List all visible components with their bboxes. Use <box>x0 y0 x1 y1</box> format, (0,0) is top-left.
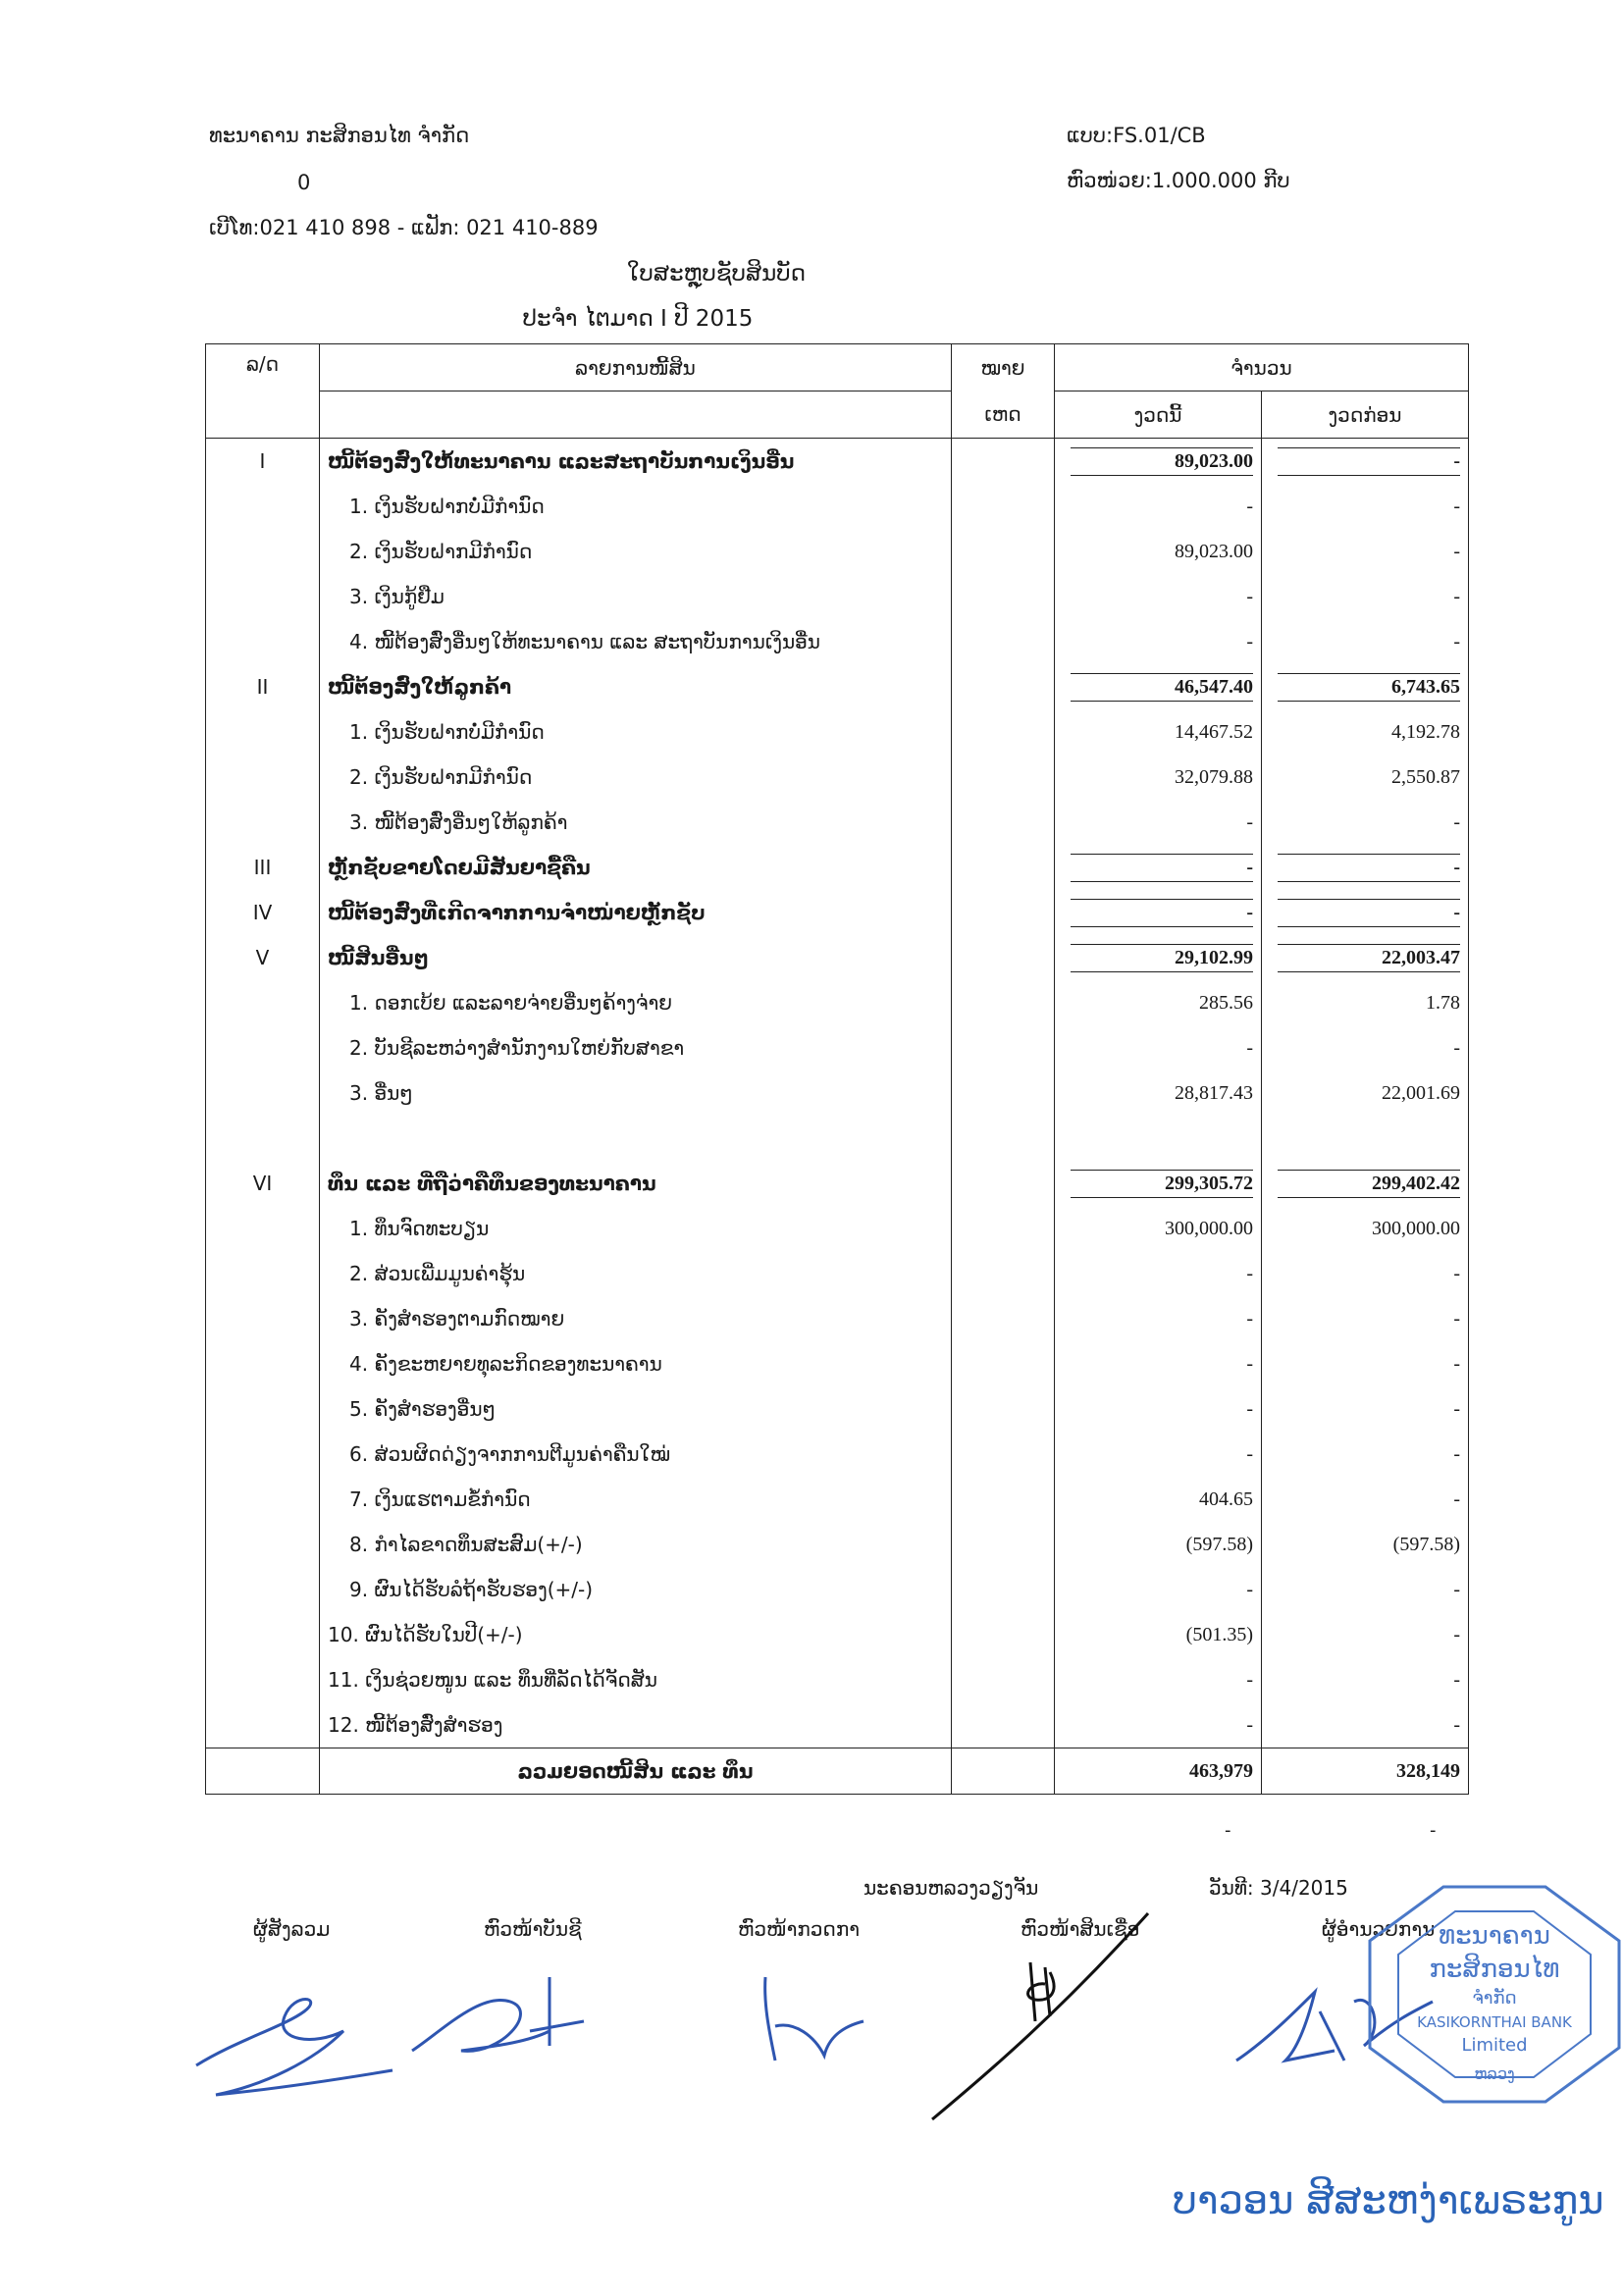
row-description: ທຶນ ແລະ ທີ່ຖືວ່າຄືທຶນຂອງທະນາຄານ <box>320 1161 952 1206</box>
row-previous-amount-value: - <box>1278 447 1460 476</box>
row-note <box>952 845 1055 890</box>
bank-name: ທະນາຄານ ກະສິກອນໄທ ຈຳກັດ <box>209 124 470 147</box>
row-previous-amount: 4,192.78 <box>1262 709 1469 755</box>
row-current-amount: - <box>1055 1025 1262 1070</box>
row-current-amount: 89,023.00 <box>1055 529 1262 574</box>
row-note <box>952 1341 1055 1386</box>
row-number: II <box>206 664 320 709</box>
row-previous-amount: - <box>1262 1025 1469 1070</box>
below-total-previous: - <box>1430 1820 1437 1841</box>
row-note <box>952 1432 1055 1477</box>
table-row <box>206 529 1469 574</box>
row-number <box>206 1702 320 1748</box>
row-number: IV <box>206 890 320 935</box>
header-zero: 0 <box>297 171 311 194</box>
row-previous-amount-value: - <box>1278 854 1460 882</box>
row-number: I <box>206 439 320 485</box>
row-description: 9. ຜົນໄດ້ຮັບລໍຖ້າຮັບຮອງ(+/-) <box>320 1567 952 1612</box>
row-number <box>206 1251 320 1296</box>
row-current-amount-value: 46,547.40 <box>1071 673 1253 702</box>
row-note <box>952 800 1055 845</box>
row-note <box>952 1702 1055 1748</box>
table-row <box>206 1702 1469 1748</box>
row-description: 8. ກຳໄລຂາດທຶນສະສົມ(+/-) <box>320 1522 952 1567</box>
row-previous-amount: - <box>1262 1477 1469 1522</box>
row-description: ໜີ້ຕ້ອງສົ່ງທີ່ເກີດຈາກການຈຳໜ່າຍຫຼັກຊັບ <box>320 890 952 935</box>
row-number <box>206 484 320 529</box>
row-previous-amount <box>1262 935 1469 980</box>
table-row <box>206 619 1469 664</box>
row-note <box>952 439 1055 485</box>
row-note <box>952 755 1055 800</box>
row-current-amount: - <box>1055 1251 1262 1296</box>
row-note <box>952 935 1055 980</box>
signature-chief-accountant <box>402 1972 628 2080</box>
row-number <box>206 1567 320 1612</box>
row-number: V <box>206 935 320 980</box>
row-number <box>206 619 320 664</box>
balance-sheet-table <box>205 343 1469 1795</box>
row-current-amount: - <box>1055 484 1262 529</box>
row-description: 2. ເງິນຮັບຝາກມີກຳນົດ <box>320 755 952 800</box>
bank-stamp <box>1367 1884 1622 2105</box>
row-current-amount: (597.58) <box>1055 1522 1262 1567</box>
section-row <box>206 890 1469 935</box>
row-number <box>206 1341 320 1386</box>
total-row <box>206 1748 1469 1795</box>
document-title: ໃບສະຫຼຸບຊັບສິນບັດ <box>626 261 807 287</box>
row-current-amount: - <box>1055 1386 1262 1432</box>
row-previous-amount: 2,550.87 <box>1262 755 1469 800</box>
signer-chief-accountant-label: ຫົວໜ້າບັນຊີ <box>484 1917 582 1941</box>
row-current-amount: - <box>1055 1657 1262 1702</box>
signature-compiler <box>177 1972 432 2110</box>
row-current-amount: 32,079.88 <box>1055 755 1262 800</box>
stamp-line3: ຈຳກັດ <box>1472 1988 1517 2009</box>
row-description: 11. ເງິນຊ່ວຍໜູນ ແລະ ທຶນທີ່ລັດໄດ້ຈັດສັນ <box>320 1657 952 1702</box>
table-row <box>206 1296 1469 1341</box>
total-note <box>952 1748 1055 1795</box>
row-previous-amount <box>1262 439 1469 485</box>
row-current-amount: 285.56 <box>1055 980 1262 1025</box>
row-number <box>206 1116 320 1161</box>
row-description: 10. ຜົນໄດ້ຮັບໃນປີ(+/-) <box>320 1612 952 1657</box>
table-row <box>206 709 1469 755</box>
unit-label: ຫົວໜ່ວຍ:1.000.000 ກີບ <box>1067 169 1290 192</box>
row-previous-amount: - <box>1262 619 1469 664</box>
table-row <box>206 1522 1469 1567</box>
col-header-description-blank <box>320 391 952 439</box>
total-label: ລວມຍອດໜີ້ສິນ ແລະ ທຶນ <box>320 1748 952 1795</box>
row-current-amount <box>1055 664 1262 709</box>
section-row <box>206 1161 1469 1206</box>
row-current-amount: - <box>1055 800 1262 845</box>
row-number <box>206 1070 320 1116</box>
row-previous-amount: - <box>1262 1386 1469 1432</box>
row-previous-amount-value: 22,003.47 <box>1278 944 1460 972</box>
row-previous-amount: - <box>1262 1251 1469 1296</box>
row-number <box>206 1657 320 1702</box>
row-description: 2. ເງິນຮັບຝາກມີກຳນົດ <box>320 529 952 574</box>
row-description: 4. ຄັງຂະຫຍາຍທຸລະກິດຂອງທະນາຄານ <box>320 1341 952 1386</box>
row-note <box>952 484 1055 529</box>
row-note <box>952 574 1055 619</box>
row-previous-amount <box>1262 1161 1469 1206</box>
section-row <box>206 935 1469 980</box>
row-description: 3. ໜີ້ຕ້ອງສົ່ງອື່ນໆໃຫ້ລູກຄ້າ <box>320 800 952 845</box>
signer-chief-auditor-label: ຫົວໜ້າກວດກາ <box>738 1917 861 1941</box>
table-row <box>206 1206 1469 1251</box>
row-previous-amount-value: 299,402.42 <box>1278 1170 1460 1198</box>
row-current-amount: 28,817.43 <box>1055 1070 1262 1116</box>
row-note <box>952 1116 1055 1161</box>
total-previous: 328,149 <box>1262 1748 1469 1795</box>
row-number <box>206 1206 320 1251</box>
table-row <box>206 484 1469 529</box>
row-current-amount: - <box>1055 619 1262 664</box>
row-note <box>952 980 1055 1025</box>
row-previous-amount: 22,001.69 <box>1262 1070 1469 1116</box>
row-description: 2. ສ່ວນເພີ່ມມູນຄ່າຮຸ້ນ <box>320 1251 952 1296</box>
row-previous-amount <box>1262 1116 1469 1161</box>
row-number: III <box>206 845 320 890</box>
table-row <box>206 1477 1469 1522</box>
row-description: ຫຼັກຊັບຂາຍໂດຍມີສັນຍາຊື້ຄືນ <box>320 845 952 890</box>
row-previous-amount: - <box>1262 574 1469 619</box>
document-period: ປະຈຳ ໄຕມາດ I ປີ 2015 <box>522 306 754 332</box>
row-note <box>952 1386 1055 1432</box>
table-row <box>206 980 1469 1025</box>
row-number <box>206 755 320 800</box>
row-current-amount <box>1055 439 1262 485</box>
section-row <box>206 664 1469 709</box>
row-number <box>206 1522 320 1567</box>
row-note <box>952 1161 1055 1206</box>
row-description: 3. ຄັງສຳຮອງຕາມກົດໝາຍ <box>320 1296 952 1341</box>
row-current-amount: (501.35) <box>1055 1612 1262 1657</box>
row-description: 12. ໜີ້ຕ້ອງສົ່ງສຳຮອງ <box>320 1702 952 1748</box>
row-current-amount: 300,000.00 <box>1055 1206 1262 1251</box>
col-header-previous: ງວດກ່ອນ <box>1262 391 1469 439</box>
section-row <box>206 439 1469 485</box>
table-row <box>206 755 1469 800</box>
row-description: 4. ໜີ້ຕ້ອງສົ່ງອື່ນໆໃຫ້ທະນາຄານ ແລະ ສະຖາບັນການເງິນອື່ນ <box>320 619 952 664</box>
row-number: VI <box>206 1161 320 1206</box>
table-row <box>206 1567 1469 1612</box>
stamp-line2: ກະສິກອນໄທ <box>1429 1955 1560 1984</box>
table-row <box>206 1341 1469 1386</box>
row-description: 1. ເງິນຮັບຝາກບໍ່ມີກຳນົດ <box>320 709 952 755</box>
row-previous-amount: (597.58) <box>1262 1522 1469 1567</box>
row-number <box>206 529 320 574</box>
signature-chief-credit <box>913 1894 1178 2139</box>
table-row <box>206 574 1469 619</box>
row-number <box>206 980 320 1025</box>
stamp-line4: KASIKORNTHAI BANK <box>1417 2013 1572 2031</box>
row-number <box>206 1432 320 1477</box>
row-current-amount-value: - <box>1071 854 1253 882</box>
form-code: ແບບ:FS.01/CB <box>1067 124 1206 147</box>
table-body <box>206 439 1469 1748</box>
row-current-amount-value: 299,305.72 <box>1071 1170 1253 1198</box>
row-number <box>206 1025 320 1070</box>
table-row <box>206 1025 1469 1070</box>
row-previous-amount: - <box>1262 1296 1469 1341</box>
row-note <box>952 709 1055 755</box>
stamp-line1: ທະນາຄານ <box>1439 1921 1550 1951</box>
row-note <box>952 1206 1055 1251</box>
row-note <box>952 1296 1055 1341</box>
row-description: 6. ສ່ວນຜິດດ່ຽງຈາກການຕີມູນຄ່າຄືນໃໝ່ <box>320 1432 952 1477</box>
row-note <box>952 1657 1055 1702</box>
row-previous-amount: - <box>1262 800 1469 845</box>
col-header-no: ລ/ດ <box>206 344 320 439</box>
row-description: 1. ທຶນຈົດທະບຽນ <box>320 1206 952 1251</box>
col-header-note-2: ເຫດ <box>952 391 1055 439</box>
total-current: 463,979 <box>1055 1748 1262 1795</box>
row-previous-amount: 300,000.00 <box>1262 1206 1469 1251</box>
row-previous-amount: - <box>1262 484 1469 529</box>
row-number <box>206 709 320 755</box>
row-description: 3. ເງິນກູ້ຢືມ <box>320 574 952 619</box>
row-description <box>320 1116 952 1161</box>
row-current-amount <box>1055 935 1262 980</box>
total-no <box>206 1748 320 1795</box>
table-row <box>206 1657 1469 1702</box>
row-current-amount <box>1055 1161 1262 1206</box>
row-number <box>206 1477 320 1522</box>
row-previous-amount: - <box>1262 1657 1469 1702</box>
row-note <box>952 619 1055 664</box>
row-current-amount <box>1055 890 1262 935</box>
row-previous-amount: 1.78 <box>1262 980 1469 1025</box>
row-number <box>206 800 320 845</box>
signer-director-label: ຜູ້ອຳນວຍການ <box>1322 1917 1436 1941</box>
signature-chief-auditor <box>756 1967 873 2075</box>
row-note <box>952 1522 1055 1567</box>
row-previous-amount-value: - <box>1278 899 1460 927</box>
table-row <box>206 1386 1469 1432</box>
below-total-current: - <box>1225 1820 1231 1841</box>
row-current-amount <box>1055 845 1262 890</box>
signer-compiler-label: ຜູ້ສັງລວມ <box>253 1917 331 1941</box>
row-description: 3. ອື່ນໆ <box>320 1070 952 1116</box>
row-note <box>952 1612 1055 1657</box>
row-note <box>952 890 1055 935</box>
row-current-amount: - <box>1055 1341 1262 1386</box>
spacer-row <box>206 1116 1469 1161</box>
row-previous-amount <box>1262 845 1469 890</box>
row-previous-amount: - <box>1262 1612 1469 1657</box>
row-previous-amount: - <box>1262 1432 1469 1477</box>
row-current-amount: 14,467.52 <box>1055 709 1262 755</box>
row-note <box>952 664 1055 709</box>
row-note <box>952 1567 1055 1612</box>
row-previous-amount: - <box>1262 1702 1469 1748</box>
row-current-amount: - <box>1055 574 1262 619</box>
row-note <box>952 1477 1055 1522</box>
signoff-city: ນະຄອນຫລວງວຽງຈັນ <box>864 1876 1039 1900</box>
row-current-amount-value: 89,023.00 <box>1071 447 1253 476</box>
table-row <box>206 1070 1469 1116</box>
row-note <box>952 1025 1055 1070</box>
stamp-line6: ຫລວງ <box>1474 2064 1515 2083</box>
signoff-date: ວັນທີ: 3/4/2015 <box>1209 1876 1348 1900</box>
row-previous-amount: - <box>1262 1567 1469 1612</box>
row-number <box>206 1386 320 1432</box>
row-previous-amount: - <box>1262 529 1469 574</box>
table-row <box>206 1432 1469 1477</box>
row-number <box>206 1296 320 1341</box>
row-previous-amount-value: 6,743.65 <box>1278 673 1460 702</box>
row-current-amount: - <box>1055 1296 1262 1341</box>
row-current-amount-value: 29,102.99 <box>1071 944 1253 972</box>
phone-fax: ເບີໂທ:021 410 898 - ແຟັກ: 021 410-889 <box>209 216 599 239</box>
row-current-amount: 404.65 <box>1055 1477 1262 1522</box>
col-header-amount: ຈຳນວນ <box>1055 344 1469 391</box>
col-header-current: ງວດນີ້ <box>1055 391 1262 439</box>
row-description: 7. ເງິນແຮຕາມຂໍ້ກຳນົດ <box>320 1477 952 1522</box>
row-note <box>952 529 1055 574</box>
table-row <box>206 1251 1469 1296</box>
table-row <box>206 800 1469 845</box>
col-header-description: ລາຍການໜີ້ສິນ <box>320 344 952 391</box>
row-description: ໜີ້ຕ້ອງສົ່ງໃຫ້ລູກຄ້າ <box>320 664 952 709</box>
row-current-amount <box>1055 1116 1262 1161</box>
row-description: 2. ບັນຊີລະຫວ່າງສຳນັກງານໃຫຍ່ກັບສາຂາ <box>320 1025 952 1070</box>
row-previous-amount <box>1262 890 1469 935</box>
row-current-amount: - <box>1055 1702 1262 1748</box>
row-description: ໜີ້ຕ້ອງສົ່ງໃຫ້ທະນາຄານ ແລະສະຖາບັນການເງິນອື່ນ <box>320 439 952 485</box>
row-previous-amount <box>1262 664 1469 709</box>
row-number <box>206 1612 320 1657</box>
row-current-amount: - <box>1055 1567 1262 1612</box>
row-description: 5. ຄັງສຳຮອງອື່ນໆ <box>320 1386 952 1432</box>
row-description: 1. ເງິນຮັບຝາກບໍ່ມີກຳນົດ <box>320 484 952 529</box>
row-description: 1. ດອກເບ້ຍ ແລະລາຍຈ່າຍອື່ນໆຄ້າງຈ່າຍ <box>320 980 952 1025</box>
section-row <box>206 845 1469 890</box>
row-current-amount-value: - <box>1071 899 1253 927</box>
table-row <box>206 1612 1469 1657</box>
row-description: ໜີ້ສິນອື່ນໆ <box>320 935 952 980</box>
director-name: ບາວອນ ສີສະຫງ່າເພຣະກູນ <box>1173 2178 1604 2223</box>
row-current-amount: - <box>1055 1432 1262 1477</box>
stamp-line5: Limited <box>1461 2035 1528 2056</box>
row-number <box>206 574 320 619</box>
row-previous-amount: - <box>1262 1341 1469 1386</box>
row-note <box>952 1070 1055 1116</box>
signer-chief-credit-label: ຫົວໜ້າສິນເຊື່ອ <box>1021 1917 1140 1941</box>
col-header-note: ໝາຍ <box>952 344 1055 391</box>
row-note <box>952 1251 1055 1296</box>
